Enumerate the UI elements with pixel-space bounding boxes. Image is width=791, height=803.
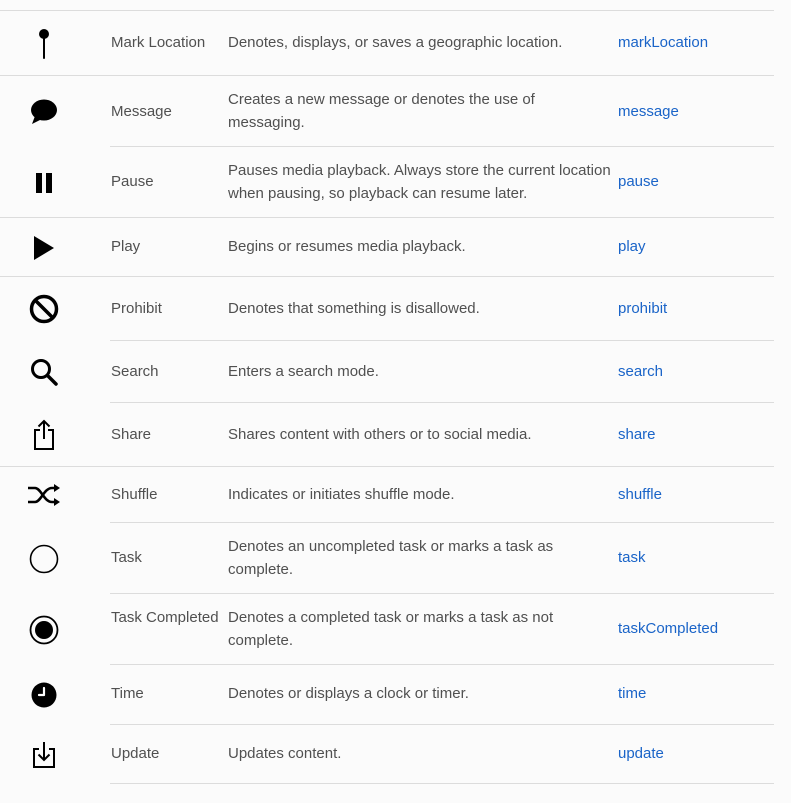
row-api-link[interactable]: update xyxy=(618,745,664,762)
row-api-link[interactable]: shuffle xyxy=(618,486,662,503)
row-name: Shuffle xyxy=(111,486,158,503)
row-description: Begins or resumes media playback. xyxy=(228,238,466,255)
row-description: Pauses media playback. Always store the current location when pausing, so playback can resume later. xyxy=(228,162,611,202)
row-description: Denotes that something is disallowed. xyxy=(228,300,480,317)
row-name: Time xyxy=(111,685,144,702)
row-name: Prohibit xyxy=(111,300,162,317)
message-bubble-icon xyxy=(24,76,64,147)
row-api-link[interactable]: pause xyxy=(618,173,659,190)
row-api-link[interactable]: time xyxy=(618,685,647,702)
row-description: Denotes an uncompleted task or marks a task as complete. xyxy=(228,538,554,578)
row-api-link[interactable]: prohibit xyxy=(618,300,668,317)
row-api-link[interactable]: message xyxy=(618,103,679,120)
share-icon xyxy=(24,403,64,467)
row-description: Denotes or displays a clock or timer. xyxy=(228,685,469,702)
update-icon xyxy=(24,725,64,784)
table-row xyxy=(0,725,791,784)
row-description: Creates a new message or denotes the use of messaging. xyxy=(228,91,535,131)
shuffle-icon xyxy=(24,467,64,523)
table-row xyxy=(0,467,791,523)
row-api-link[interactable]: taskCompleted xyxy=(618,620,719,637)
row-api-link[interactable]: play xyxy=(618,238,646,255)
search-icon xyxy=(24,341,64,403)
table-row xyxy=(0,341,791,403)
table-row xyxy=(0,665,791,725)
row-description: Denotes, displays, or saves a geographic location. xyxy=(228,34,563,51)
table-row xyxy=(0,218,791,277)
prohibit-icon xyxy=(24,277,64,341)
row-name: Share xyxy=(111,426,152,443)
row-api-link[interactable]: share xyxy=(618,426,656,443)
row-description: Denotes a completed task or marks a task as not complete. xyxy=(228,609,554,649)
row-api-link[interactable]: task xyxy=(618,549,646,566)
row-description: Enters a search mode. xyxy=(228,363,379,380)
table-row xyxy=(0,277,791,341)
table-row xyxy=(0,594,791,665)
table-row xyxy=(0,523,791,594)
row-name: Task Completed xyxy=(111,609,219,626)
row-name: Message xyxy=(111,103,172,120)
table-row xyxy=(0,147,791,218)
row-api-link[interactable]: search xyxy=(618,363,664,380)
task-completed-icon xyxy=(24,594,64,665)
row-name: Play xyxy=(111,238,141,255)
table-row xyxy=(0,11,791,76)
clock-icon xyxy=(24,665,64,725)
map-pin-icon xyxy=(24,11,64,76)
row-name: Update xyxy=(111,745,160,762)
table-row xyxy=(0,76,791,147)
task-circle-icon xyxy=(24,523,64,594)
row-name: Task xyxy=(111,549,142,566)
row-description: Updates content. xyxy=(228,745,342,762)
row-name: Mark Location xyxy=(111,34,206,51)
row-name: Pause xyxy=(111,173,154,190)
row-description: Shares content with others or to social media. xyxy=(228,426,532,443)
pause-icon xyxy=(24,147,64,218)
row-description: Indicates or initiates shuffle mode. xyxy=(228,486,455,503)
row-api-link[interactable]: markLocation xyxy=(618,34,709,51)
table-row xyxy=(0,403,791,467)
row-divider xyxy=(110,783,774,784)
play-icon xyxy=(24,218,64,277)
row-name: Search xyxy=(111,363,159,380)
